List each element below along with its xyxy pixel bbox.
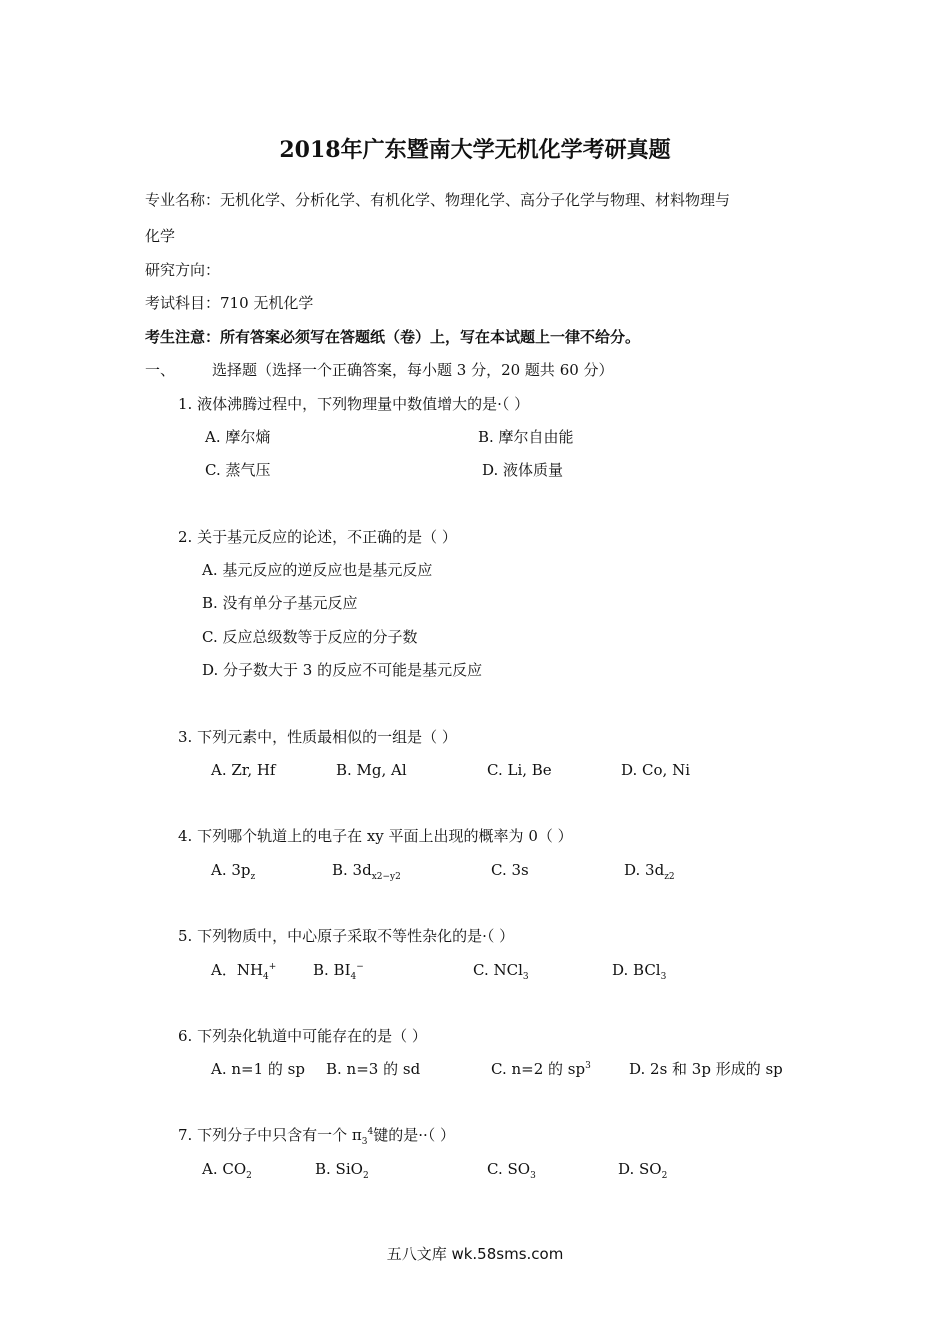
question-5-option-c: C. NCl$_3$ (473, 961, 529, 982)
question-3-option-d: D. Co, Ni (621, 761, 690, 779)
exam-subject: 考试科目：710 无机化学 (145, 294, 314, 312)
question-4-option-d: D. $3d_{z2}$ (624, 861, 675, 882)
question-2-option-a: A. 基元反应的逆反应也是基元反应 (202, 561, 433, 579)
question-5-stem: 5. 下列物质中，中心原子采取不等性杂化的是·（ ） (178, 927, 515, 945)
question-3-option-b: B. Mg, Al (336, 761, 407, 779)
question-6-option-d: D. 2s 和 3p 形成的 sp (629, 1060, 783, 1078)
question-3-stem: 3. 下列元素中，性质最相似的一组是（ ） (178, 728, 457, 746)
question-2-stem: 2. 关于基元反应的论述，不正确的是（ ） (178, 528, 457, 546)
question-2-option-c: C. 反应总级数等于反应的分子数 (202, 628, 418, 646)
question-7-option-a: A. $CO_2$ (202, 1160, 252, 1181)
question-4-option-a: A. $3p_z$ (211, 861, 256, 882)
major-line-2: 化学 (145, 227, 176, 245)
question-7-option-c: C. $SO_3$ (487, 1160, 536, 1181)
question-2-option-d: D. 分子数大于 3 的反应不可能是基元反应 (202, 661, 483, 679)
question-5-option-a: A．$NH_4^+$ (211, 961, 277, 982)
question-5-option-b: B. $BI_4^-$ (313, 961, 364, 982)
question-1-option-a: A. 摩尔熵 (205, 428, 271, 446)
footer-watermark-text: 五八文库 wk.58sms.com (386, 1245, 564, 1263)
question-1-option-c: C. 蒸气压 (205, 461, 271, 479)
question-7-stem: 7. 下列分子中只含有一个 $\pi_3^4$键的是··（ ） (178, 1126, 455, 1147)
question-2-option-b: B. 没有单分子基元反应 (202, 594, 358, 612)
question-1-option-b: B. 摩尔自由能 (478, 428, 574, 446)
research-direction: 研究方向： (145, 261, 221, 279)
question-5-option-d: D. BCl$_3$ (612, 961, 667, 982)
question-4-option-b: B. $3d_{x2-y2}$ (332, 861, 401, 882)
question-1-stem: 1. 液体沸腾过程中，下列物理量中数值增大的是·（ ） (178, 395, 530, 413)
question-4-stem: 4. 下列哪个轨道上的电子在 xy 平面上出现的概率为 0（ ） (178, 827, 573, 845)
exam-notice: 考生注意：所有答案必须写在答题纸（卷）上，写在本试题上一律不给分。 (145, 328, 641, 346)
question-3-option-c: C. Li, Be (487, 761, 552, 779)
question-7-option-d: D. $SO_2$ (618, 1160, 668, 1181)
question-1-option-d: D. 液体质量 (482, 461, 564, 479)
question-3-option-a: A. Zr, Hf (211, 761, 276, 779)
question-6-option-c: C. n=2 的 $sp^3$ (491, 1060, 591, 1078)
question-6-option-b: B. n=3 的 sd (326, 1060, 421, 1078)
question-7-option-b: B. SiO$_2$ (315, 1160, 369, 1181)
major-line-1: 专业名称：无机化学、分析化学、有机化学、物理化学、高分子化学与物理、材料物理与 (145, 191, 731, 209)
page-title: 2018年广东暨南大学无机化学考研真题 (279, 137, 671, 163)
section-heading: 选择题（选择一个正确答案，每小题 3 分，20 题共 60 分） (212, 361, 614, 379)
section-number: 一、 (145, 361, 176, 379)
question-4-option-c: C. 3s (491, 861, 529, 879)
question-6-option-a: A. n=1 的 sp (211, 1060, 305, 1078)
question-6-stem: 6. 下列杂化轨道中可能存在的是（ ） (178, 1027, 427, 1045)
